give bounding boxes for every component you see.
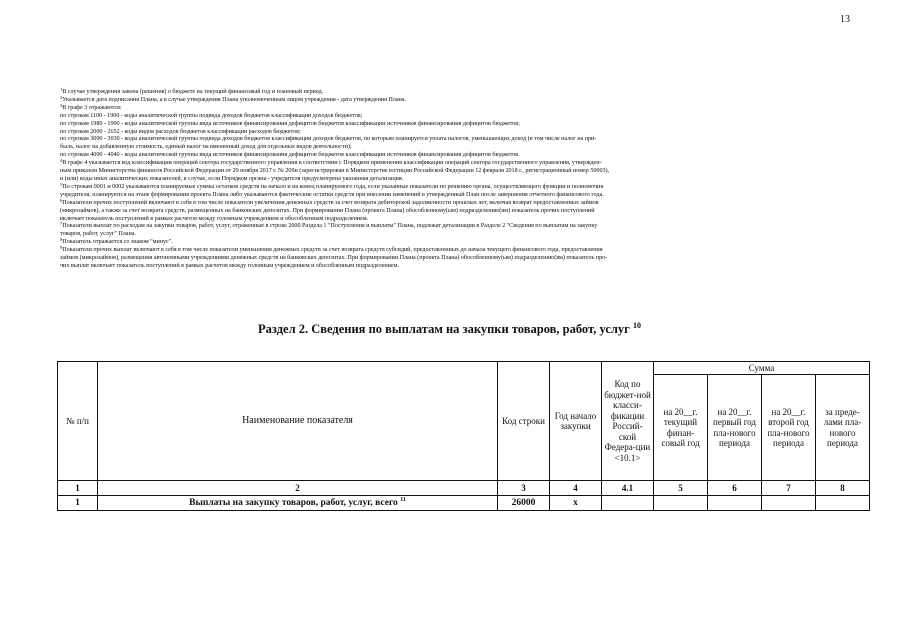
row-code: 26000 <box>498 496 550 511</box>
footnote-line <box>60 112 850 120</box>
header-budget-code: Код по бюджет-ной класси-фикации Россий-ской Федера-ции <10.1> <box>602 362 654 481</box>
row-name-text: Выплаты на закупку товаров, работ, услуг, всего <box>189 497 398 508</box>
procurement-table <box>57 361 870 511</box>
footnote-text: займов (микрозаймов), размещения автономными учреждениями денежных средств на банковских депозитах. При формировании Плана (проекта Плана) обособленному(ым) подразделению(ям) показатель про- <box>60 254 608 262</box>
column-number: 7 <box>762 481 816 496</box>
section-title-text: Раздел 2. Сведения по выплатам на закупки товаров, работ, услуг <box>258 322 630 336</box>
footnote-mark: 5 <box>60 181 63 187</box>
footnote-mark: 9 <box>60 245 63 251</box>
footnote-text: включает показатель поступлений в рамках расчетов между головным учреждением и обособленным подразделением. <box>60 214 369 222</box>
row-sum-current <box>654 496 708 511</box>
header-sum-second: на 20__г. второй год пла-нового периода <box>762 375 816 481</box>
column-number: 4 <box>550 481 602 496</box>
row-num: 1 <box>58 496 98 511</box>
footnote-text: учредителя, планируются на этапе формирования проекта Плана либо указываются фактические остатки средств при внесении изменений в утвержденный План после завершения отчетного финансового года. <box>60 190 604 198</box>
footnote-text: по строкам 2000 - 2652 - коды видов расходов бюджетов классификации расходов бюджетов; <box>60 127 301 135</box>
footnote-text: Показатели прочих выплат включают в себя в том числе показатели уменьшения денежных средств за счет возврата средств субсидий, предоставленных до начала текущего финансового года, предоставления <box>62 246 603 254</box>
footnote-3 <box>60 104 850 112</box>
column-numbers-row <box>58 481 870 496</box>
footnote-text: быль, налог на добавленную стоимость, единый налог на вмененный доход для отдельных видов деятельности); <box>60 143 352 151</box>
footnote-8 <box>60 238 850 246</box>
footnote-text: Показатель отражается со знаком "минус". <box>62 238 173 246</box>
footnote-mark: 6 <box>60 197 63 203</box>
footnotes <box>60 88 850 270</box>
header-code: Код строки <box>498 362 550 481</box>
header-sum: Сумма <box>654 362 870 375</box>
column-number: 8 <box>816 481 870 496</box>
row-budget-code <box>602 496 654 511</box>
footnote-text: Показатели прочих поступлений включают в себя в том числе показатели увеличения денежных средств за счет возврата дебиторской задолженности прошлых лет, включая возврат предоставленных займов <box>62 198 599 206</box>
footnote-text: ным приказом Министерства финансов Российской Федерации от 29 ноября 2017 г. № 209н (зарегистрирован в Министерстве юстиции Российской Федерации 12 февраля 2018 г., регистрационный номер 50003), <box>60 167 610 175</box>
footnote-line <box>60 207 850 215</box>
footnote-text: товаров, работ, услуг" Плана. <box>60 230 136 238</box>
page-number: 13 <box>840 14 850 25</box>
table-row <box>58 496 870 511</box>
column-number: 3 <box>498 481 550 496</box>
row-year: x <box>550 496 602 511</box>
footnote-line <box>60 262 850 270</box>
row-sum-first <box>708 496 762 511</box>
footnote-text: В графе 3 отражаются: <box>62 103 122 111</box>
footnote-text: По строкам 0001 и 0002 указываются планируемые суммы остатков средств на начало и на конец планируемого года, если указанные показатели по решению органа, осуществляющего функции и полномочия <box>62 182 604 190</box>
footnote-text: по строкам 1980 - 1990 - коды аналитической группы вида источников финансирования дефицитов бюджетов классификации источников финансирования дефицитов бюджетов; <box>60 119 520 127</box>
header-row-1 <box>58 362 870 375</box>
column-number: 5 <box>654 481 708 496</box>
header-sum-beyond: за преде-лами пла-нового периода <box>816 375 870 481</box>
footnote-mark: 8 <box>60 237 63 243</box>
column-number: 1 <box>58 481 98 496</box>
footnote-line <box>60 191 850 199</box>
footnote-text: и (или) коды иных аналитических показателей, в случае, если Порядком органа - учредителя предусмотрена указанная детализация. <box>60 174 404 182</box>
footnote-line <box>60 120 850 128</box>
section-title <box>0 322 899 337</box>
row-name <box>98 496 498 511</box>
footnote-line <box>60 128 850 136</box>
header-sum-current: на 20__г. текущий финан-совый год <box>654 375 708 481</box>
footnote-mark: 2 <box>60 94 63 100</box>
footnote-line <box>60 254 850 262</box>
row-name-mark: 11 <box>400 496 406 503</box>
footnote-line <box>60 230 850 238</box>
header-num: № п/п <box>58 362 98 481</box>
footnote-text: по строкам 3000 - 3030 - коды аналитической группы подвида доходов бюджетов классификации доходов бюджетов, по которым планируется уплата налогов, уменьшающих доход (в том числе налог на при- <box>60 135 597 143</box>
footnote-text: (микрозаймов), а также за счет возврата средств, размещенных на банковских депозитах. При формировании Плана (проекта Плана) обособленному(ым) подразделению(ям) показатель прочих поступлений <box>60 206 595 214</box>
footnote-5 <box>60 183 850 191</box>
footnote-line <box>60 151 850 159</box>
column-number: 6 <box>708 481 762 496</box>
footnote-text: Показатели выплат по расходам на закупки товаров, работ, услуг, отраженные в строке 2600 Раздела 1 "Поступления и выплаты" Плана, подлежат детализации в Разделе 2 "Сведения по выплатам на закупку <box>62 222 598 230</box>
footnote-line <box>60 175 850 183</box>
row-sum-second <box>762 496 816 511</box>
header-sum-first: на 20__г. первый год пла-нового периода <box>708 375 762 481</box>
footnote-text: В случае утверждения закона (решения) о бюджете на текущий финансовый год и плановый период. <box>62 88 324 95</box>
footnote-mark: 4 <box>60 158 63 164</box>
footnote-text: Указывается дата подписания Плана, а в случае утверждения Плана уполномоченным лицом учреждения - дата утверждения Плана. <box>62 95 406 103</box>
footnote-7 <box>60 222 850 230</box>
footnote-text: по строкам 4000 - 4040 - коды аналитической группы вида источников финансирования дефицитов бюджетов классификации источников финансирования дефицитов бюджетов. <box>60 151 520 159</box>
footnote-line <box>60 167 850 175</box>
footnote-text: по строкам 1100 - 1900 - коды аналитической группы подвида доходов бюджетов классификации доходов бюджетов; <box>60 111 363 119</box>
section-title-mark: 10 <box>632 321 641 330</box>
footnote-mark: 7 <box>60 221 63 227</box>
footnote-text: В графе 4 указывается код классификации операций сектора государственного управления в соответствии с Порядком применения классификации операций сектора государственного управления, утвержден- <box>62 159 602 167</box>
column-number: 4.1 <box>602 481 654 496</box>
footnote-mark: 3 <box>60 102 63 108</box>
header-year: Год начало закупки <box>550 362 602 481</box>
column-number: 2 <box>98 481 498 496</box>
footnote-mark: 1 <box>60 87 63 92</box>
footnote-1 <box>60 88 850 96</box>
row-sum-beyond <box>816 496 870 511</box>
footnote-line <box>60 135 850 143</box>
footnote-2 <box>60 96 850 104</box>
footnote-4 <box>60 159 850 167</box>
footnote-text: чих выплат включает показатель поступлений в рамках расчетов между головным учреждением и обособленным подразделением. <box>60 261 399 269</box>
footnote-line <box>60 143 850 151</box>
footnote-9 <box>60 246 850 254</box>
footnote-6 <box>60 199 850 207</box>
header-name: Наименование показателя <box>98 362 498 481</box>
